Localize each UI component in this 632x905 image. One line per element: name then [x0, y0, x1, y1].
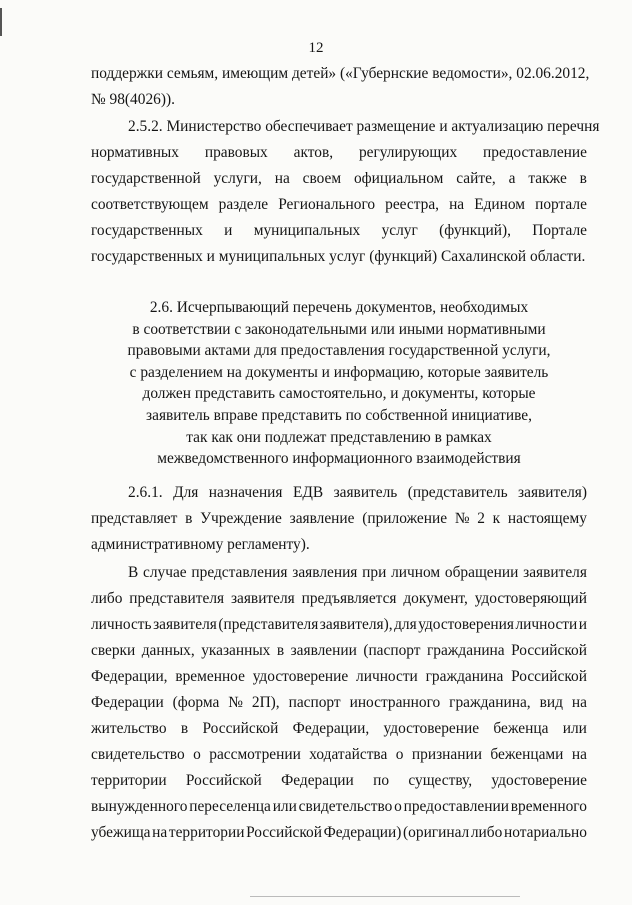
word: удостоверения	[418, 616, 514, 633]
word: Федерации	[281, 772, 354, 789]
word: Российской	[511, 642, 587, 659]
scan-edge-mark	[0, 8, 2, 36]
paragraph-4-line-11	[91, 823, 587, 843]
word: либо	[470, 824, 503, 841]
word: Портале	[532, 222, 587, 239]
word: данных,	[141, 642, 195, 659]
word: и	[224, 222, 233, 239]
word: и	[578, 616, 587, 633]
word: Российской	[511, 668, 587, 685]
word: беженцами	[490, 746, 564, 763]
paragraph-1-line-1: поддержки семьям, имеющим детей» («Губернские ведомости», 02.06.2012,	[91, 65, 590, 82]
word: на	[274, 170, 290, 187]
word: к	[492, 510, 501, 527]
paragraph-1-line-2: № 98(4026)).	[91, 91, 175, 108]
word: или	[562, 720, 587, 737]
word: временного	[510, 798, 587, 815]
word: портале	[535, 196, 587, 213]
word: услуги,	[213, 170, 262, 187]
word: правовых	[204, 144, 268, 161]
word: удостоверение	[383, 720, 480, 737]
word: случае	[143, 564, 187, 581]
word: заявителя	[230, 590, 295, 607]
word: паспорт	[288, 694, 341, 711]
paragraph-4-line-7	[91, 719, 587, 739]
word: настоящему	[507, 510, 587, 527]
word: территории	[168, 824, 245, 841]
word: Учреждение	[200, 510, 282, 527]
word: актов,	[293, 144, 334, 161]
word: удостоверение	[252, 668, 349, 685]
paragraph-2-line-4	[91, 195, 587, 215]
word: либо	[91, 590, 123, 607]
word: на	[571, 746, 587, 763]
word: В	[128, 564, 139, 581]
word: Федерации)	[323, 824, 402, 841]
word: (представителя	[218, 616, 319, 633]
word: официальном	[353, 170, 444, 187]
word: свидетельство	[91, 746, 185, 763]
word: существу,	[408, 772, 473, 789]
word: указанных	[201, 642, 271, 659]
word: гражданина	[425, 668, 504, 685]
heading-line: межведомственного информационного взаимодействия	[157, 450, 521, 468]
word: (представитель	[407, 484, 508, 501]
paragraph-4-line-10	[91, 797, 587, 817]
word: личности	[515, 616, 578, 633]
word: сверки	[91, 642, 136, 659]
word: на	[449, 196, 465, 213]
word: Российской	[246, 824, 322, 841]
word: свидетельство	[298, 798, 393, 815]
word: (приложение	[362, 510, 448, 527]
word: иностранного	[349, 694, 441, 711]
word: в	[180, 720, 189, 737]
word: рассмотрении	[209, 746, 301, 763]
paragraph-3-line-3: административному регламенту).	[91, 536, 310, 553]
word: Регионального	[278, 196, 376, 213]
word: №	[454, 510, 470, 527]
word: ходатайства	[309, 746, 388, 763]
word: гражданина,	[449, 694, 531, 711]
word: регулирующих	[358, 144, 458, 161]
word: нормативных	[91, 144, 179, 161]
word: заявителя	[523, 564, 587, 581]
paragraph-4-line-6	[91, 693, 587, 713]
word: назначения	[208, 484, 283, 501]
word: для	[394, 616, 417, 633]
word: признании	[411, 746, 482, 763]
word: территории	[91, 772, 167, 789]
paragraph-2-line-6: государственных и муниципальных услуг (функций) Сахалинской области.	[91, 248, 586, 265]
heading-line: заявитель вправе представить по собственной инициативе,	[146, 406, 532, 424]
word: представителя	[129, 590, 225, 607]
word: Федерации,	[292, 720, 370, 737]
word: №	[228, 694, 243, 711]
word: нотариально	[503, 824, 587, 841]
heading-line: с разделением на документы и информацию, которые заявитель	[129, 363, 549, 381]
word: Федерации	[91, 694, 164, 711]
word: в	[579, 170, 587, 187]
word: (оригинал	[403, 824, 470, 841]
word: заявлении	[290, 642, 357, 659]
word: (функций),	[439, 222, 511, 239]
word: государственных	[91, 222, 203, 239]
paragraph-4-line-4	[91, 641, 587, 661]
word: заявителя),	[319, 616, 393, 633]
word: услуг	[381, 222, 418, 239]
word: соответствующем	[91, 196, 209, 213]
section-heading-2-6	[91, 297, 587, 470]
word: своем	[302, 170, 342, 187]
word: убежища	[91, 824, 151, 841]
paragraph-2-line-5	[91, 221, 587, 241]
word: личном	[391, 564, 441, 581]
word: личности	[356, 668, 418, 685]
word: муниципальных	[253, 222, 361, 239]
heading-line: правовыми актами для предоставления государственной услуги,	[127, 342, 551, 360]
paragraph-2-line-1: 2.5.2. Министерство обеспечивает размещение и актуализацию перечня	[128, 118, 600, 135]
word: 2	[477, 510, 485, 527]
word: в	[185, 510, 193, 527]
word: в	[276, 642, 285, 659]
page-number: 12	[308, 40, 324, 56]
word: переселенца	[189, 798, 271, 815]
paragraph-2-line-2	[91, 143, 587, 163]
word: Для	[173, 484, 199, 501]
paragraph-2-line-3	[91, 169, 587, 189]
word: по	[373, 772, 390, 789]
paragraph-4-line-9	[91, 771, 587, 791]
word: заявителя	[153, 616, 217, 633]
word: заявление	[289, 510, 355, 527]
word: Российской	[202, 720, 279, 737]
word: представляет	[91, 510, 178, 527]
word: а	[508, 170, 516, 187]
word: заявителя)	[518, 484, 587, 501]
word: обращении	[444, 564, 519, 581]
word: ЕДВ	[292, 484, 324, 501]
paragraph-3-line-1	[128, 483, 587, 503]
heading-line: так как они подлежат представлению в рамках	[186, 428, 492, 446]
heading-line: 2.6. Исчерпывающий перечень документов, необходимых	[149, 299, 529, 316]
word: Едином	[474, 196, 526, 213]
word: Российской	[185, 772, 262, 789]
word: удостоверяющий	[474, 590, 587, 607]
paragraph-4-line-5	[91, 667, 587, 687]
heading-line: в соответствии с законодательными или иными нормативными	[132, 320, 546, 338]
word: удостоверение	[491, 772, 587, 789]
word: на	[571, 694, 587, 711]
word: о	[394, 798, 402, 815]
word: жительство	[91, 720, 167, 737]
word: (форма	[172, 694, 220, 711]
word: представления	[191, 564, 288, 581]
word: 2.6.1.	[128, 484, 163, 501]
heading-line: должен представить самостоятельно, и документы, которые	[142, 385, 536, 403]
paragraph-4-line-1	[128, 563, 587, 583]
word: сайте,	[456, 170, 496, 187]
word: разделе	[218, 196, 269, 213]
word: вынужденного	[91, 798, 188, 815]
scan-bottom-mark	[250, 896, 520, 897]
word: заявитель	[333, 484, 398, 501]
word: предоставление	[483, 144, 587, 161]
word: 2П),	[251, 694, 280, 711]
word: заявления	[292, 564, 358, 581]
word: документ,	[403, 590, 468, 607]
word: личность	[91, 616, 152, 633]
word: государственной	[91, 170, 201, 187]
word: предоставлении	[403, 798, 509, 815]
word: (паспорт	[363, 642, 421, 659]
paragraph-3-line-2	[91, 509, 587, 529]
word: реестра,	[385, 196, 440, 213]
word: предъявляется	[301, 590, 397, 607]
word: вид	[539, 694, 563, 711]
paragraph-4-line-2	[91, 589, 587, 609]
word: временное	[175, 668, 245, 685]
paragraph-4-line-8	[91, 745, 587, 765]
word: гражданина	[426, 642, 505, 659]
word: Федерации,	[91, 668, 168, 685]
word: на	[152, 824, 168, 841]
word: также	[528, 170, 567, 187]
word: беженца	[493, 720, 549, 737]
word: или	[272, 798, 297, 815]
paragraph-4-line-3	[91, 615, 587, 635]
word: о	[193, 746, 201, 763]
word: о	[395, 746, 404, 763]
word: при	[362, 564, 387, 581]
